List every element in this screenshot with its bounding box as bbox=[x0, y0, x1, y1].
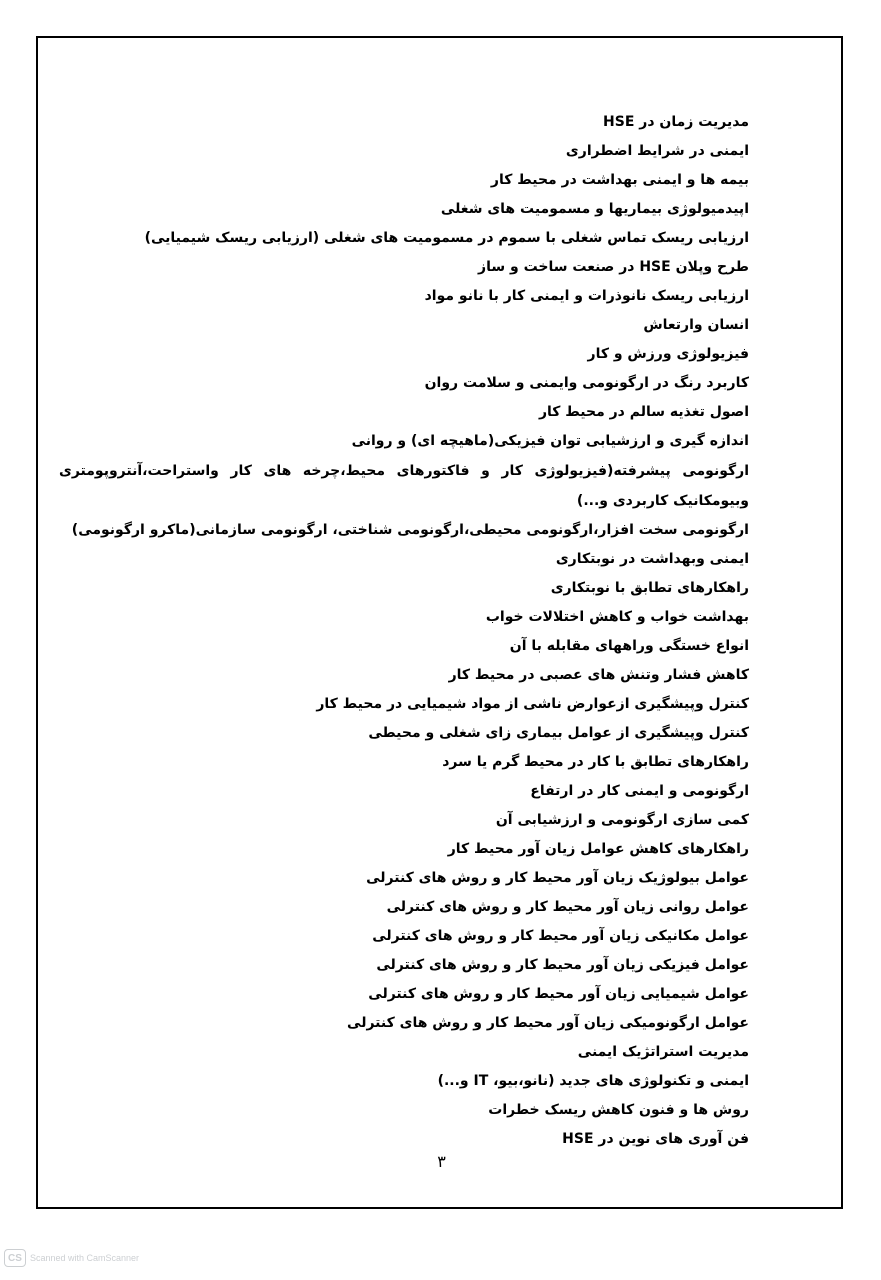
topic-item: راهکارهای تطابق با نوبتکاری bbox=[550, 580, 749, 596]
topic-item: انواع خستگی وراههای مقابله با آن bbox=[509, 638, 749, 654]
topic-item: ارگونومی پیشرفته(فیزیولوژی کار و فاکتورهای محیط،چرخه های کار واستراحت،آنتروپومتری وبیومکانیک کاربردی و...) bbox=[59, 463, 749, 509]
topic-item: اصول تغذیه سالم در محیط کار bbox=[538, 404, 749, 420]
topic-item: ایمنی وبهداشت در نوبتکاری bbox=[555, 551, 749, 567]
topic-item: کمی سازی ارگونومی و ارزشیابی آن bbox=[495, 812, 749, 828]
topic-item: فیزیولوژی ورزش و کار bbox=[587, 346, 749, 362]
topic-item: راهکارهای کاهش عوامل زیان آور محیط کار bbox=[447, 841, 749, 857]
topic-item: کنترل وپیشگیری از عوامل بیماری زای شغلی و محیطی bbox=[368, 725, 749, 741]
topic-item: مدیریت استراتژیک ایمنی bbox=[577, 1044, 749, 1060]
topic-item: ایمنی و تکنولوژی های جدید (نانو،بیو، IT و...) bbox=[437, 1073, 749, 1089]
topic-item: راهکارهای تطابق با کار در محیط گرم یا سرد bbox=[442, 754, 749, 770]
topic-item: عوامل شیمیایی زیان آور محیط کار و روش های کنترلی bbox=[368, 986, 749, 1002]
topic-item: عوامل بیولوژیک زیان آور محیط کار و روش های کنترلی bbox=[366, 870, 749, 886]
topic-item: بهداشت خواب و کاهش اختلالات خواب bbox=[485, 609, 749, 625]
topic-item: انسان وارتعاش bbox=[643, 317, 749, 333]
topic-item: بیمه ها و ایمنی بهداشت در محیط کار bbox=[490, 172, 749, 188]
topic-item: مدیریت زمان در HSE bbox=[603, 114, 749, 130]
topic-item: ارزیابی ریسک تماس شغلی با سموم در مسمومیت های شغلی (ارزیابی ریسک شیمیایی) bbox=[144, 230, 749, 246]
topic-item: طرح وپلان HSE در صنعت ساخت و ساز bbox=[478, 259, 749, 275]
topic-item: کاهش فشار وتنش های عصبی در محیط کار bbox=[448, 667, 749, 683]
watermark-text: Scanned with CamScanner bbox=[30, 1253, 140, 1263]
topic-item: کنترل وپیشگیری ازعوارض ناشی از مواد شیمیایی در محیط کار bbox=[316, 696, 749, 712]
topic-item: ایمنی در شرایط اضطراری bbox=[565, 143, 749, 159]
topic-item: اندازه گیری و ارزشیابی توان فیزیکی(ماهیچه ای) و روانی bbox=[351, 433, 749, 449]
topic-list bbox=[59, 108, 749, 1154]
topic-item: ارگونومی سخت افزار،ارگونومی محیطی،ارگونومی شناختی، ارگونومی سازمانی(ماکرو ارگونومی) bbox=[71, 522, 749, 538]
page-frame bbox=[36, 36, 843, 1209]
topic-item: عوامل فیزیکی زیان آور محیط کار و روش های کنترلی bbox=[376, 957, 749, 973]
topic-item: عوامل ارگونومیکی زیان آور محیط کار و روش های کنترلی bbox=[347, 1015, 749, 1031]
topic-item: ارزیابی ریسک نانوذرات و ایمنی کار با نانو مواد bbox=[424, 288, 749, 304]
topic-item: فن آوری های نوین در HSE bbox=[562, 1131, 749, 1147]
topic-item: عوامل مکانیکی زیان آور محیط کار و روش های کنترلی bbox=[372, 928, 749, 944]
topic-item: روش ها و فنون کاهش ریسک خطرات bbox=[488, 1102, 749, 1118]
camscanner-watermark bbox=[4, 1249, 139, 1267]
camscanner-icon: CS bbox=[4, 1249, 26, 1267]
topic-item: ارگونومی و ایمنی کار در ارتفاع bbox=[530, 783, 749, 799]
page-number: ۳ bbox=[437, 1152, 446, 1171]
topic-item: عوامل روانی زیان آور محیط کار و روش های کنترلی bbox=[386, 899, 749, 915]
topic-item: کاربرد رنگ در ارگونومی وایمنی و سلامت روان bbox=[424, 375, 749, 391]
topic-item: اپیدمیولوژی بیماریها و مسمومیت های شغلی bbox=[440, 201, 749, 217]
